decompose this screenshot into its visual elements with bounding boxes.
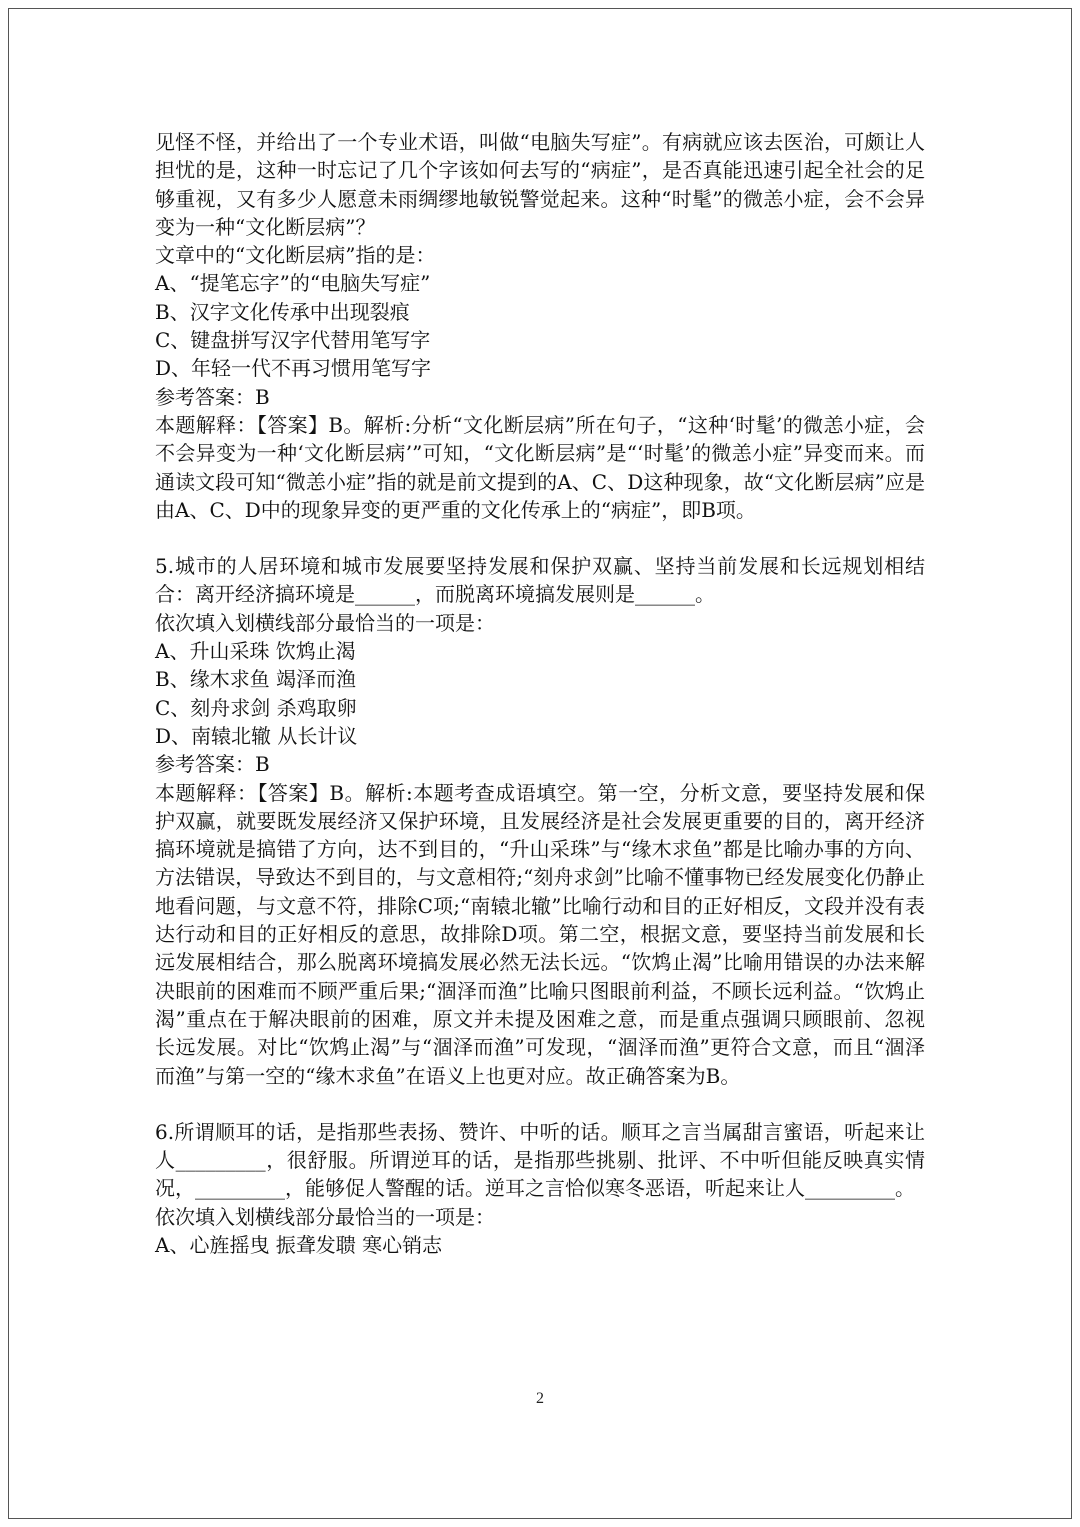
question-5-explanation: 本题解释：【答案】B。解析:本题考查成语填空。第一空，分析文意，要坚持发展和保护双赢，就要既发展经济又保护环境，且发展经济是社会发展更重要的目的，离开经济搞环境就是搞错了方向，达不到目的，“升山采珠”与“缘木求鱼”都是比喻办事的方向、方法错误，导致达不到目的，与文意相符;“刻舟求剑”比喻不懂事物已经发展变化仍静止地看问题，与文意不符，排除C项;“南辕北辙”比喻行动和目的正好相反，文段并没有表达行动和目的正好相反的意思，故排除D项。第二空，根据文意，要坚持当前发展和长远发展相结合，那么脱离环境搞发展必然无法长远。“饮鸩止渴”比喻用错误的办法来解决眼前的困难而不顾严重后果;“涸泽而渔”比喻只图眼前利益，不顾长远利益。“饮鸩止渴”重点在于解决眼前的困难，原文并未提及困难之意，而是重点强调只顾眼前、忽视长远发展。对比“饮鸩止渴”与“涸泽而渔”可发现，“涸泽而渔”更符合文意，而且“涸泽而渔”与第一空的“缘木求鱼”在语义上也更对应。故正确答案为B。 — [155, 780, 925, 1088]
question-5-option-a: A、升山采珠 饮鸩止渴 — [155, 639, 356, 664]
question-5-option-b: B、缘木求鱼 竭泽而渔 — [155, 667, 357, 692]
option-b: B、汉字文化传承中出现裂痕 — [155, 299, 410, 324]
question-5-reference-answer: 参考答案：B — [155, 752, 270, 777]
question-5-instruction: 依次填入划横线部分最恰当的一项是： — [155, 610, 495, 635]
page-body — [155, 128, 925, 1259]
question-5-option-c: C、刻舟求剑 杀鸡取卵 — [155, 695, 357, 720]
passage-paragraph: 见怪不怪，并给出了一个专业术语，叫做“电脑失写症”。有病就应该去医治，可颇让人担忧的是，这种一时忘记了几个字该如何去写的“病症”，是否真能迅速引起全社会的足够重视，又有多少人愿意未雨绸缪地敏锐警觉起来。这种“时髦”的微恙小症，会不会异变为一种“文化断层病”？ — [155, 130, 925, 239]
page-number: 2 — [536, 1390, 544, 1407]
option-c: C、键盘拼写汉字代替用笔写字 — [155, 328, 431, 353]
question-5-stem: 5.城市的人居环境和城市发展要坚持发展和保护双赢、坚持当前发展和长远规划相结合：离开经济搞环境是______，而脱离环境搞发展则是______。 — [155, 554, 925, 607]
reference-answer: 参考答案：B — [155, 384, 270, 409]
question-6-stem: 6.所谓顺耳的话，是指那些表扬、赞许、中听的话。顺耳之言当属甜言蜜语，听起来让人_________，很舒服。所谓逆耳的话，是指那些挑剔、批评、不中听但能反映真实情况，_________，能够促人警醒的话。逆耳之言恰似寒冬恶语，听起来让人_________。 — [155, 1119, 925, 1201]
question-stem: 文章中的“文化断层病”指的是： — [155, 243, 436, 268]
question-6-option-a: A、心旌摇曳 振聋发聩 寒心销志 — [155, 1232, 443, 1257]
question-5-option-d: D、南辕北辙 从长计议 — [155, 723, 358, 748]
option-a: A、“提笔忘字”的“电脑失写症” — [155, 271, 431, 296]
section-gap — [155, 524, 925, 552]
option-d: D、年轻一代不再习惯用笔写字 — [155, 356, 432, 381]
section-gap — [155, 1090, 925, 1118]
question-6-instruction: 依次填入划横线部分最恰当的一项是： — [155, 1204, 495, 1229]
answer-explanation: 本题解释：【答案】B。解析:分析“文化断层病”所在句子，“这种‘时髦’的微恙小症，会不会异变为一种‘文化断层病’”可知，“文化断层病”是“‘时髦’的微恙小症”异变而来。而通读文段可知“微恙小症”指的就是前文提到的A、C、D这种现象，故“文化断层病”应是由A、C、D中的现象异变的更严重的文化传承上的“病症”，即B项。 — [155, 412, 925, 522]
